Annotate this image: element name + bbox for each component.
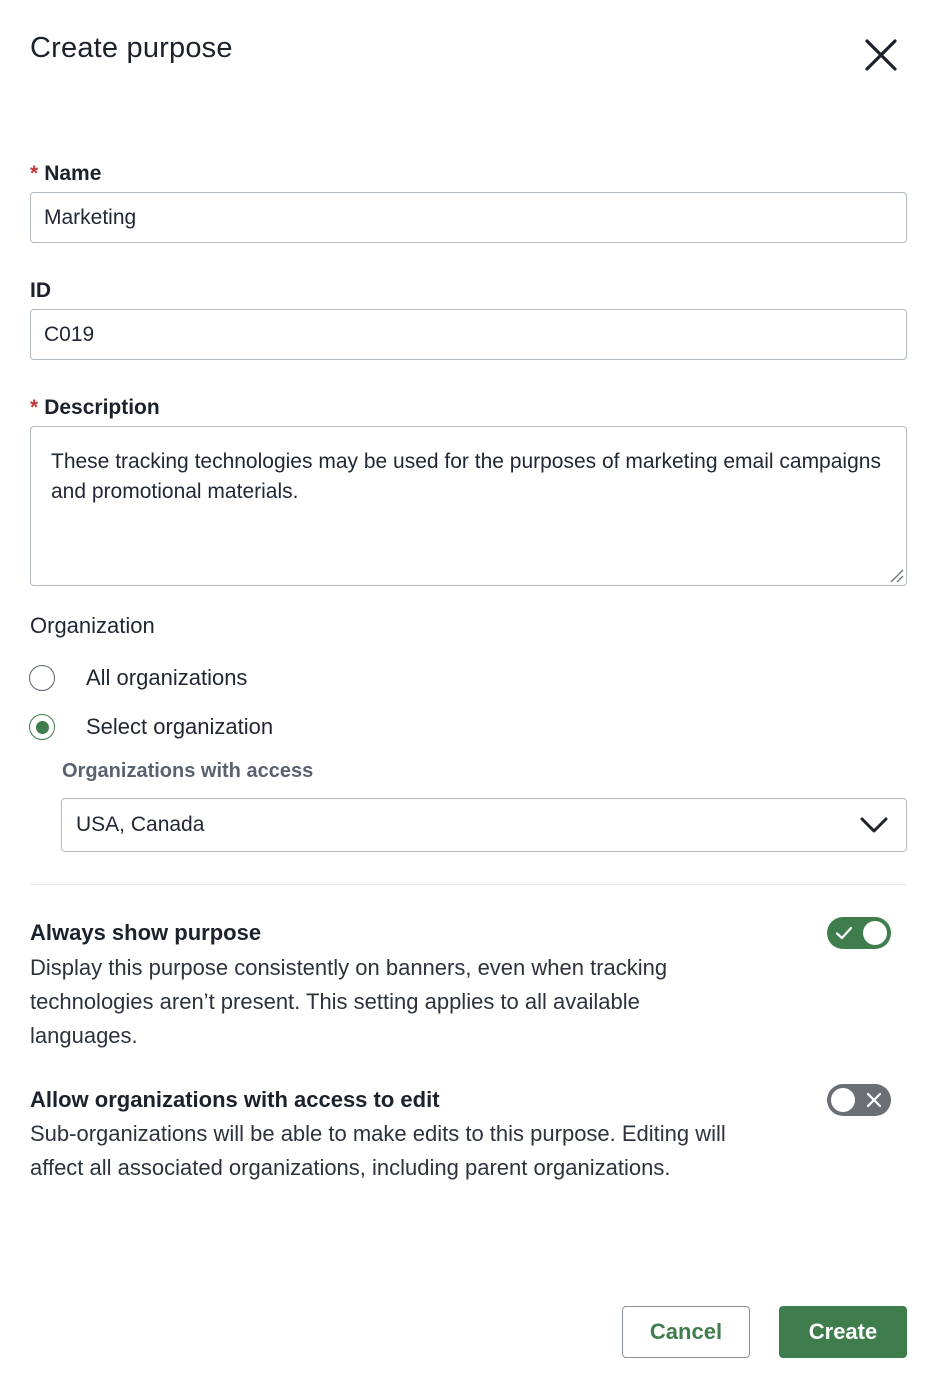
chevron-down-icon (860, 816, 888, 834)
name-label (30, 162, 101, 186)
allow-edit-title: Allow organizations with access to edit (30, 1087, 440, 1112)
allow-edit-toggle[interactable] (827, 1084, 891, 1116)
organizations-with-access-label: Organizations with access (62, 760, 314, 782)
radio-button[interactable] (29, 665, 55, 691)
close-button[interactable] (858, 32, 904, 78)
dialog-title: Create purpose (30, 32, 233, 64)
radio-label: Select organization (86, 714, 274, 739)
allow-edit-description: Sub-organizations will be able to make edits to this purpose. Editing will affect all associated organizations, including parent organizations. (30, 1121, 726, 1180)
resize-handle-icon[interactable] (888, 567, 904, 583)
toggle-knob (831, 1088, 855, 1112)
check-icon (835, 924, 853, 942)
description-textarea[interactable] (30, 426, 907, 586)
select-value: USA, Canada (76, 813, 205, 836)
always-show-purpose-description: Display this purpose consistently on banners, even when tracking technologies aren’t present. This setting applies to all available languages. (30, 955, 668, 1048)
x-icon (865, 1091, 883, 1109)
description-value: These tracking technologies may be used for the purposes of marketing email campaigns and promotional materials. (51, 450, 881, 503)
toggle-knob (863, 921, 887, 945)
radio-dot (36, 721, 49, 734)
organizations-with-access-select[interactable] (61, 798, 907, 852)
id-input[interactable] (30, 309, 907, 360)
scroll-clip-area (0, 1080, 934, 1210)
radio-button-checked[interactable] (29, 714, 55, 740)
name-input-value: Marketing (44, 205, 137, 229)
name-input[interactable] (30, 192, 907, 243)
radio-all-organizations[interactable] (29, 665, 247, 691)
required-marker: * (30, 396, 39, 419)
always-show-purpose-title: Always show purpose (30, 920, 262, 945)
create-button[interactable]: Create (779, 1306, 907, 1358)
organization-label: Organization (30, 613, 155, 638)
id-input-value: C019 (44, 322, 95, 346)
id-label (30, 279, 51, 303)
close-icon (864, 38, 898, 72)
cancel-button[interactable]: Cancel (622, 1306, 750, 1358)
radio-select-organization[interactable] (29, 714, 273, 740)
name-label-text: Name (44, 162, 102, 185)
required-marker: * (30, 162, 39, 185)
divider (30, 884, 907, 885)
id-label-text: ID (30, 279, 51, 302)
description-label-text: Description (44, 396, 160, 419)
description-label (30, 396, 160, 420)
always-show-purpose-toggle[interactable] (827, 917, 891, 949)
radio-label: All organizations (86, 665, 248, 690)
